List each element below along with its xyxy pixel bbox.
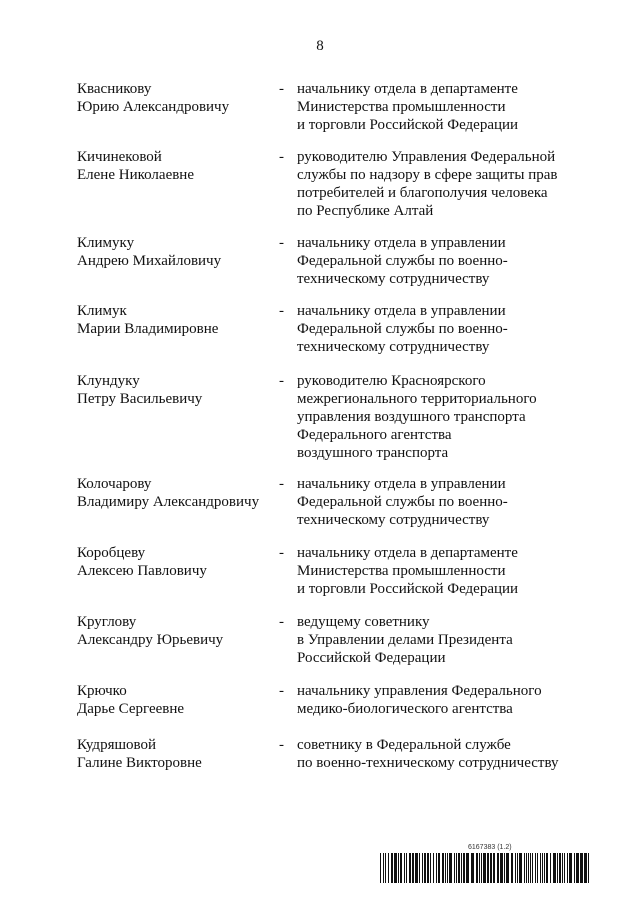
separator-dash: - (279, 235, 284, 251)
barcode-bar (576, 853, 579, 883)
separator-dash: - (279, 476, 284, 492)
barcode-bar (445, 853, 446, 883)
barcode-bar (550, 853, 551, 883)
barcode-bar (409, 853, 411, 883)
separator-dash: - (279, 81, 284, 97)
barcode-bar (388, 853, 389, 883)
position-line: Федеральной службы по военно- (297, 321, 508, 337)
barcode-bar (544, 853, 545, 883)
given-names: Андрею Михайловичу (77, 253, 222, 269)
position-line: начальнику отдела в департаменте (297, 545, 518, 561)
position-line: в Управлении делами Президента (297, 632, 513, 648)
barcode-bar (506, 853, 509, 883)
barcode-bar (383, 853, 384, 883)
position-line: начальнику отдела в департаменте (297, 81, 518, 97)
position-line: потребителей и благополучия человека (297, 185, 548, 201)
barcode-bar (433, 853, 434, 883)
given-names: Алексею Павловичу (77, 563, 207, 579)
barcode-bar (553, 853, 556, 883)
barcode-bar (463, 853, 465, 883)
barcode-bar (567, 853, 568, 883)
barcode-bar (394, 853, 397, 883)
given-names: Юрию Александровичу (77, 99, 230, 115)
barcode-bar (454, 853, 455, 883)
separator-dash: - (279, 683, 284, 699)
person-name (77, 544, 277, 580)
page-number: 8 (316, 38, 324, 54)
barcode-bar (504, 853, 505, 883)
barcode-bar (430, 853, 431, 883)
position-line: межрегионального территориального (297, 391, 537, 407)
surname: Колочарову (77, 476, 152, 492)
position-line: техническому сотрудничеству (297, 339, 490, 355)
barcode-bar (562, 853, 563, 883)
person-name (77, 682, 277, 718)
surname: Кудряшовой (77, 737, 157, 753)
position-line: по военно-техническому сотрудничеству (297, 755, 559, 771)
given-names: Галине Викторовне (77, 755, 202, 771)
person-name (77, 302, 277, 338)
barcode-bar (535, 853, 536, 883)
barcode-bar (438, 853, 440, 883)
separator-dash: - (279, 614, 284, 630)
barcode-bar (584, 853, 587, 883)
separator-dash: - (279, 737, 284, 753)
position-text (297, 234, 597, 288)
separator-dash: - (279, 303, 284, 319)
barcode-bar (427, 853, 429, 883)
barcode-bar (422, 853, 423, 883)
barcode-bar (557, 853, 558, 883)
position-line: техническому сотрудничеству (297, 271, 490, 287)
barcode-bar (519, 853, 522, 883)
barcode-bar (490, 853, 492, 883)
position-text (297, 148, 597, 220)
position-line: по Республике Алтай (297, 203, 434, 219)
person-name (77, 80, 277, 116)
barcode-bar (442, 853, 444, 883)
barcode-bar (542, 853, 543, 883)
position-line: Российской Федерации (297, 650, 446, 666)
barcode-bar (406, 853, 407, 883)
barcode-bar (385, 853, 386, 883)
barcode-bar (458, 853, 460, 883)
barcode-bar (574, 853, 575, 883)
barcode-bar (476, 853, 478, 883)
person-name (77, 372, 277, 408)
position-text (297, 544, 597, 598)
barcode-bar (398, 853, 399, 883)
position-line: ведущему советнику (297, 614, 430, 630)
position-line: начальнику отдела в управлении (297, 235, 506, 251)
surname: Круглову (77, 614, 137, 630)
position-line: воздушного транспорта (297, 445, 449, 461)
position-text (297, 613, 597, 667)
position-line: и торговли Российской Федерации (297, 581, 519, 597)
position-text (297, 80, 597, 134)
separator-dash: - (279, 545, 284, 561)
barcode-bar (415, 853, 418, 883)
barcode-bar (404, 853, 405, 883)
barcode-bar (515, 853, 516, 883)
position-text (297, 682, 597, 718)
position-line: Федеральной службы по военно- (297, 253, 508, 269)
document-code: 6167383 (1.2) (468, 844, 512, 851)
barcode-bar (481, 853, 482, 883)
position-line: начальнику отдела в управлении (297, 303, 506, 319)
position-text (297, 372, 597, 462)
barcode-bar (479, 853, 480, 883)
barcode-bar (530, 853, 531, 883)
barcode-bar (588, 853, 589, 883)
barcode-bar (511, 853, 513, 883)
barcode-bar (540, 853, 541, 883)
barcode-bar (436, 853, 437, 883)
position-line: Федеральной службы по военно- (297, 494, 508, 510)
position-line: Федерального агентства (297, 427, 452, 443)
surname: Квасникову (77, 81, 152, 97)
barcode-bar (483, 853, 486, 883)
barcode-bar (528, 853, 529, 883)
position-line: и торговли Российской Федерации (297, 117, 519, 133)
barcode-bar (564, 853, 565, 883)
position-line: техническому сотрудничеству (297, 512, 490, 528)
surname: Кичинековой (77, 149, 162, 165)
barcode-bar (461, 853, 462, 883)
given-names: Дарье Сергеевне (77, 701, 185, 717)
barcode-icon (380, 853, 592, 883)
barcode-bar (537, 853, 538, 883)
person-name (77, 736, 277, 772)
given-names: Александру Юрьевичу (77, 632, 224, 648)
person-name (77, 475, 277, 511)
given-names: Петру Васильевичу (77, 391, 203, 407)
barcode-bar (391, 853, 393, 883)
position-line: медико-биологического агентства (297, 701, 513, 717)
position-line: начальнику управления Федерального (297, 683, 542, 699)
surname: Клундуку (77, 373, 140, 389)
barcode-bar (447, 853, 448, 883)
barcode-bar (559, 853, 561, 883)
barcode-bar (532, 853, 533, 883)
position-text (297, 475, 597, 529)
position-line: руководителю Красноярского (297, 373, 486, 389)
surname: Климук (77, 303, 127, 319)
position-text (297, 302, 597, 356)
barcode-bar (500, 853, 503, 883)
barcode-bar (456, 853, 457, 883)
surname: Климуку (77, 235, 135, 251)
position-text (297, 736, 597, 772)
position-line: Министерства промышленности (297, 99, 506, 115)
barcode-bar (487, 853, 489, 883)
person-name (77, 234, 277, 270)
barcode-bar (400, 853, 402, 883)
separator-dash: - (279, 373, 284, 389)
barcode-bar (524, 853, 525, 883)
barcode-bar (546, 853, 548, 883)
position-line: Министерства промышленности (297, 563, 506, 579)
barcode-bar (466, 853, 469, 883)
person-name (77, 613, 277, 649)
barcode-bar (419, 853, 420, 883)
barcode-bar (517, 853, 518, 883)
barcode-bar (580, 853, 583, 883)
given-names: Марии Владимировне (77, 321, 219, 337)
barcode-bar (497, 853, 499, 883)
person-name (77, 148, 277, 184)
separator-dash: - (279, 149, 284, 165)
surname: Коробцеву (77, 545, 146, 561)
barcode-bar (569, 853, 572, 883)
barcode-bar (380, 853, 381, 883)
position-line: службы по надзору в сфере защиты прав (297, 167, 558, 183)
barcode-bar (493, 853, 495, 883)
barcode-bar (526, 853, 527, 883)
barcode-bar (471, 853, 474, 883)
barcode-bar (449, 853, 452, 883)
given-names: Елене Николаевне (77, 167, 194, 183)
surname: Крючко (77, 683, 127, 699)
barcode-bar (412, 853, 414, 883)
position-line: руководителю Управления Федеральной (297, 149, 556, 165)
position-line: советнику в Федеральной службе (297, 737, 511, 753)
given-names: Владимиру Александровичу (77, 494, 260, 510)
barcode-bar (424, 853, 426, 883)
position-line: управления воздушного транспорта (297, 409, 526, 425)
position-line: начальнику отдела в управлении (297, 476, 506, 492)
